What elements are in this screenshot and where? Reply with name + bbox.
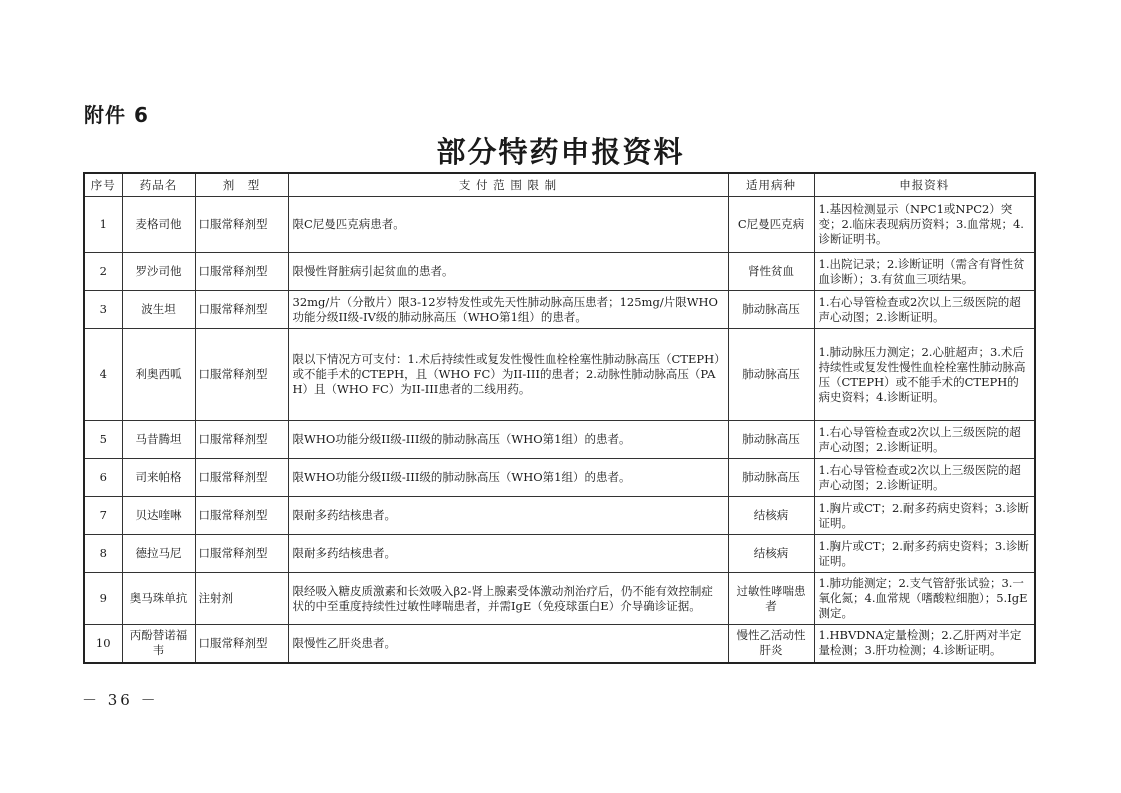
row-seq-cell: 9 xyxy=(84,573,122,625)
row-dosage-form-cell: 口服常释剂型 xyxy=(195,625,288,663)
table-row xyxy=(84,421,1035,459)
row-disease-cell: 肾性贫血 xyxy=(728,253,814,291)
row-documents-cell: 1.右心导管检查或2次以上三级医院的超声心动图；2.诊断证明。 xyxy=(814,291,1035,329)
row-dosage-form-cell: 口服常释剂型 xyxy=(195,329,288,421)
row-disease-cell: 过敏性哮喘患者 xyxy=(728,573,814,625)
row-drug-name-cell: 德拉马尼 xyxy=(122,535,195,573)
row-seq-cell: 8 xyxy=(84,535,122,573)
table-row xyxy=(84,535,1035,573)
row-payment-scope-cell: 限耐多药结核患者。 xyxy=(288,497,728,535)
row-dosage-form-cell: 口服常释剂型 xyxy=(195,291,288,329)
row-seq-cell: 4 xyxy=(84,329,122,421)
row-disease-cell: 肺动脉高压 xyxy=(728,291,814,329)
row-payment-scope-cell: 限C尼曼匹克病患者。 xyxy=(288,197,728,253)
row-disease-cell: 结核病 xyxy=(728,535,814,573)
table-row xyxy=(84,497,1035,535)
special-drug-table-container xyxy=(83,172,1034,664)
row-drug-name-cell: 波生坦 xyxy=(122,291,195,329)
column-header-payment-scope: 支 付 范 围 限 制 xyxy=(288,173,728,197)
column-header-seq: 序号 xyxy=(84,173,122,197)
row-payment-scope-cell: 限耐多药结核患者。 xyxy=(288,535,728,573)
row-dosage-form-cell: 口服常释剂型 xyxy=(195,497,288,535)
table-row xyxy=(84,197,1035,253)
table-row xyxy=(84,329,1035,421)
row-documents-cell: 1.胸片或CT；2.耐多药病史资料；3.诊断证明。 xyxy=(814,497,1035,535)
row-dosage-form-cell: 口服常释剂型 xyxy=(195,535,288,573)
page-number: － 36 － xyxy=(82,691,159,709)
row-documents-cell: 1.肺动脉压力测定；2.心脏超声；3.术后持续性或复发性慢性血栓栓塞性肺动脉高压（CTEPH）或不能手术的CTEPH的病史资料；4.诊断证明。 xyxy=(814,329,1035,421)
row-documents-cell: 1.出院记录；2.诊断证明（需含有肾性贫血诊断）；3.有贫血三项结果。 xyxy=(814,253,1035,291)
row-seq-cell: 7 xyxy=(84,497,122,535)
row-dosage-form-cell: 口服常释剂型 xyxy=(195,459,288,497)
row-disease-cell: 肺动脉高压 xyxy=(728,329,814,421)
row-payment-scope-cell: 限经吸入糖皮质激素和长效吸入β2-肾上腺素受体激动剂治疗后，仍不能有效控制症状的中至重度持续性过敏性哮喘患者，并需IgE（免疫球蛋白E）介导确诊证据。 xyxy=(288,573,728,625)
row-documents-cell: 1.右心导管检查或2次以上三级医院的超声心动图；2.诊断证明。 xyxy=(814,459,1035,497)
column-header-drug-name: 药品名 xyxy=(122,173,195,197)
row-documents-cell: 1.胸片或CT；2.耐多药病史资料；3.诊断证明。 xyxy=(814,535,1035,573)
row-disease-cell: 肺动脉高压 xyxy=(728,459,814,497)
table-row xyxy=(84,291,1035,329)
row-seq-cell: 10 xyxy=(84,625,122,663)
table-row xyxy=(84,625,1035,663)
row-seq-cell: 3 xyxy=(84,291,122,329)
row-documents-cell: 1.右心导管检查或2次以上三级医院的超声心动图；2.诊断证明。 xyxy=(814,421,1035,459)
row-drug-name-cell: 奥马珠单抗 xyxy=(122,573,195,625)
row-documents-cell: 1.HBVDNA定量检测；2.乙肝两对半定量检测；3.肝功检测；4.诊断证明。 xyxy=(814,625,1035,663)
row-payment-scope-cell: 限WHO功能分级II级-III级的肺动脉高压（WHO第1组）的患者。 xyxy=(288,421,728,459)
row-drug-name-cell: 司来帕格 xyxy=(122,459,195,497)
row-disease-cell: 慢性乙活动性肝炎 xyxy=(728,625,814,663)
row-drug-name-cell: 罗沙司他 xyxy=(122,253,195,291)
attachment-label: 附件 6 xyxy=(84,103,149,127)
row-disease-cell: 肺动脉高压 xyxy=(728,421,814,459)
row-disease-cell: 结核病 xyxy=(728,497,814,535)
row-drug-name-cell: 马昔腾坦 xyxy=(122,421,195,459)
row-payment-scope-cell: 限以下情况方可支付：1.术后持续性或复发性慢性血栓栓塞性肺动脉高压（CTEPH）或不能手术的CTEPH，且（WHO FC）为II-III的患者；2.动脉性肺动脉高压（PAH）且（WHO FC）为II-III患者的二线用药。 xyxy=(288,329,728,421)
table-row xyxy=(84,253,1035,291)
row-payment-scope-cell: 32mg/片（分散片）限3-12岁特发性或先天性肺动脉高压患者；125mg/片限WHO功能分级II级-IV级的肺动脉高压（WHO第1组）的患者。 xyxy=(288,291,728,329)
row-payment-scope-cell: 限慢性肾脏病引起贫血的患者。 xyxy=(288,253,728,291)
table-header-row xyxy=(84,173,1035,197)
column-header-disease: 适用病种 xyxy=(728,173,814,197)
row-dosage-form-cell: 口服常释剂型 xyxy=(195,197,288,253)
row-documents-cell: 1.肺功能测定；2.支气管舒张试验；3.一氧化氮；4.血常规（嗜酸粒细胞）；5.IgE测定。 xyxy=(814,573,1035,625)
table-body xyxy=(84,197,1035,663)
row-seq-cell: 1 xyxy=(84,197,122,253)
row-dosage-form-cell: 口服常释剂型 xyxy=(195,253,288,291)
column-header-dosage-form: 剂 型 xyxy=(195,173,288,197)
row-dosage-form-cell: 口服常释剂型 xyxy=(195,421,288,459)
row-payment-scope-cell: 限慢性乙肝炎患者。 xyxy=(288,625,728,663)
row-documents-cell: 1.基因检测显示（NPC1或NPC2）突变；2.临床表现病历资料；3.血常规；4.诊断证明书。 xyxy=(814,197,1035,253)
special-drug-table xyxy=(83,172,1036,664)
document-title: 部分特药申报资料 xyxy=(436,135,685,169)
row-seq-cell: 2 xyxy=(84,253,122,291)
row-drug-name-cell: 丙酚替诺福韦 xyxy=(122,625,195,663)
table-row xyxy=(84,573,1035,625)
row-seq-cell: 5 xyxy=(84,421,122,459)
row-seq-cell: 6 xyxy=(84,459,122,497)
row-payment-scope-cell: 限WHO功能分级II级-III级的肺动脉高压（WHO第1组）的患者。 xyxy=(288,459,728,497)
row-dosage-form-cell: 注射剂 xyxy=(195,573,288,625)
row-disease-cell: C尼曼匹克病 xyxy=(728,197,814,253)
row-drug-name-cell: 利奥西呱 xyxy=(122,329,195,421)
row-drug-name-cell: 贝达喹啉 xyxy=(122,497,195,535)
row-drug-name-cell: 麦格司他 xyxy=(122,197,195,253)
table-row xyxy=(84,459,1035,497)
column-header-documents: 申报资料 xyxy=(814,173,1035,197)
